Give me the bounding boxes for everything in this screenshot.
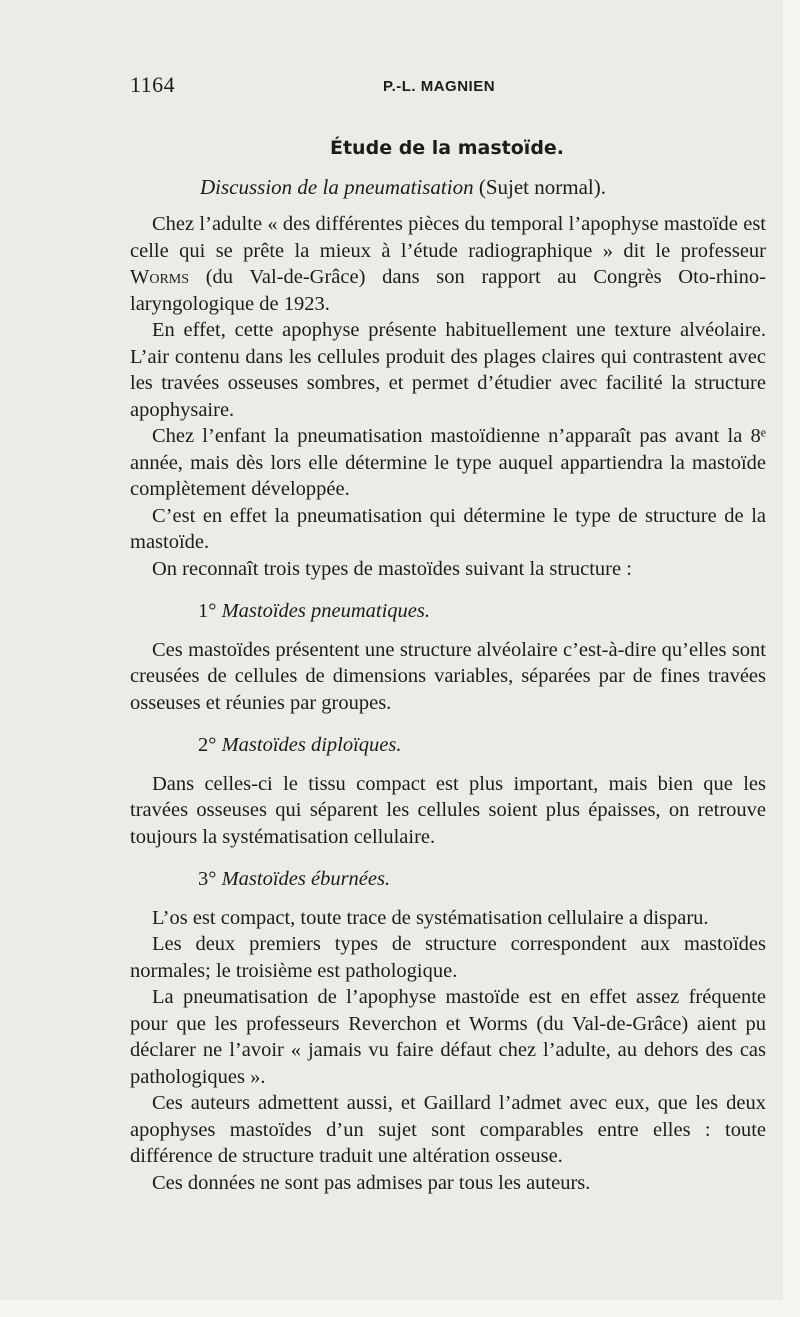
- paragraph-1-text-b: (du Val-de-Grâce) dans son rapport au Congrès Oto-rhino-laryngologique de 1923.: [130, 266, 766, 315]
- paragraph-8: Ces auteurs admettent aussi, et Gaillard l’admet avec eux, que les deux apophyses mastoïdes d’un sujet sont comparables entre elles : toute différence de structure traduit une altération osseuse.: [130, 1092, 766, 1167]
- paragraph-5: On reconnaît trois types de mastoïdes suivant la structure :: [152, 557, 632, 580]
- author-name-smallcaps: Worms: [130, 266, 190, 288]
- paragraph-7: La pneumatisation de l’apophyse mastoïde est en effet assez fréquente pour que les professeurs Reverchon et Worms (du Val-de-Grâce) aient pu déclarer ne l’avoir « jamais vu faire défaut chez l’adulte, au dehors des cas pathologiques ».: [130, 986, 766, 1088]
- paragraph-1-text-a: Chez l’adulte « des différentes pièces du temporal l’apophyse mastoïde est celle qui se prête la mieux à l’étude radiographique » dit le professeur: [130, 213, 766, 262]
- list-heading-3: [130, 866, 766, 893]
- list-text-2: Dans celles-ci le tissu compact est plus important, mais bien que les travées osseuses qui séparent les cellules soient plus épaisses, on retrouve toujours la systématisation cellulaire.: [130, 772, 766, 848]
- paragraph-6: Les deux premiers types de structure correspondent aux mastoïdes normales; le troisième est pathologique.: [130, 933, 766, 982]
- page-number: 1164: [130, 72, 176, 97]
- section-title: Étude de la mastoïde.: [330, 137, 565, 159]
- paragraph-2: En effet, cette apophyse présente habituellement une texture alvéolaire. L’air contenu dans les cellules produit des plages claires qui contrastent avec les travées osseuses sombres, et permet d’étudier avec facilité la structure apophysaire.: [130, 319, 766, 421]
- list-title-1: Mastoïdes pneumatiques.: [221, 600, 430, 622]
- paragraph-4: C’est en effet la pneumatisation qui détermine le type de structure de la mastoïde.: [130, 504, 766, 553]
- subtitle-italic: Discussion de la pneumatisation: [200, 175, 474, 199]
- list-title-2: Mastoïdes diploïques.: [221, 734, 402, 756]
- subtitle-normal: (Sujet normal).: [478, 175, 606, 199]
- list-number-2: 2°: [198, 734, 217, 756]
- body-text: [130, 211, 766, 1196]
- scan-margin-bottom: [0, 1300, 800, 1317]
- section-subtitle: [200, 175, 606, 200]
- paragraph-3: Chez l’enfant la pneumatisation mastoïdienne n’apparaît pas avant la 8ᵉ année, mais dès lors elle détermine le type auquel appartiendra la mastoïde complètement développée.: [130, 425, 766, 500]
- paragraph-9: Ces données ne sont pas admises par tous les auteurs.: [152, 1171, 591, 1194]
- list-number-1: 1°: [198, 600, 217, 622]
- list-heading-1: [130, 598, 766, 625]
- paragraph-1: [130, 211, 766, 317]
- running-head: P.-L. MAGNIEN: [383, 78, 496, 95]
- list-text-1: Ces mastoïdes présentent une structure alvéolaire c’est-à-dire qu’elles sont creusées de cellules de dimensions variables, séparées par de fines travées osseuses et réunies par groupes.: [130, 638, 766, 714]
- list-text-3: L’os est compact, toute trace de systématisation cellulaire a disparu.: [152, 906, 709, 929]
- scan-margin-right: [783, 0, 800, 1317]
- list-number-3: 3°: [198, 868, 217, 890]
- list-title-3: Mastoïdes éburnées.: [221, 868, 391, 890]
- list-heading-2: [130, 732, 766, 759]
